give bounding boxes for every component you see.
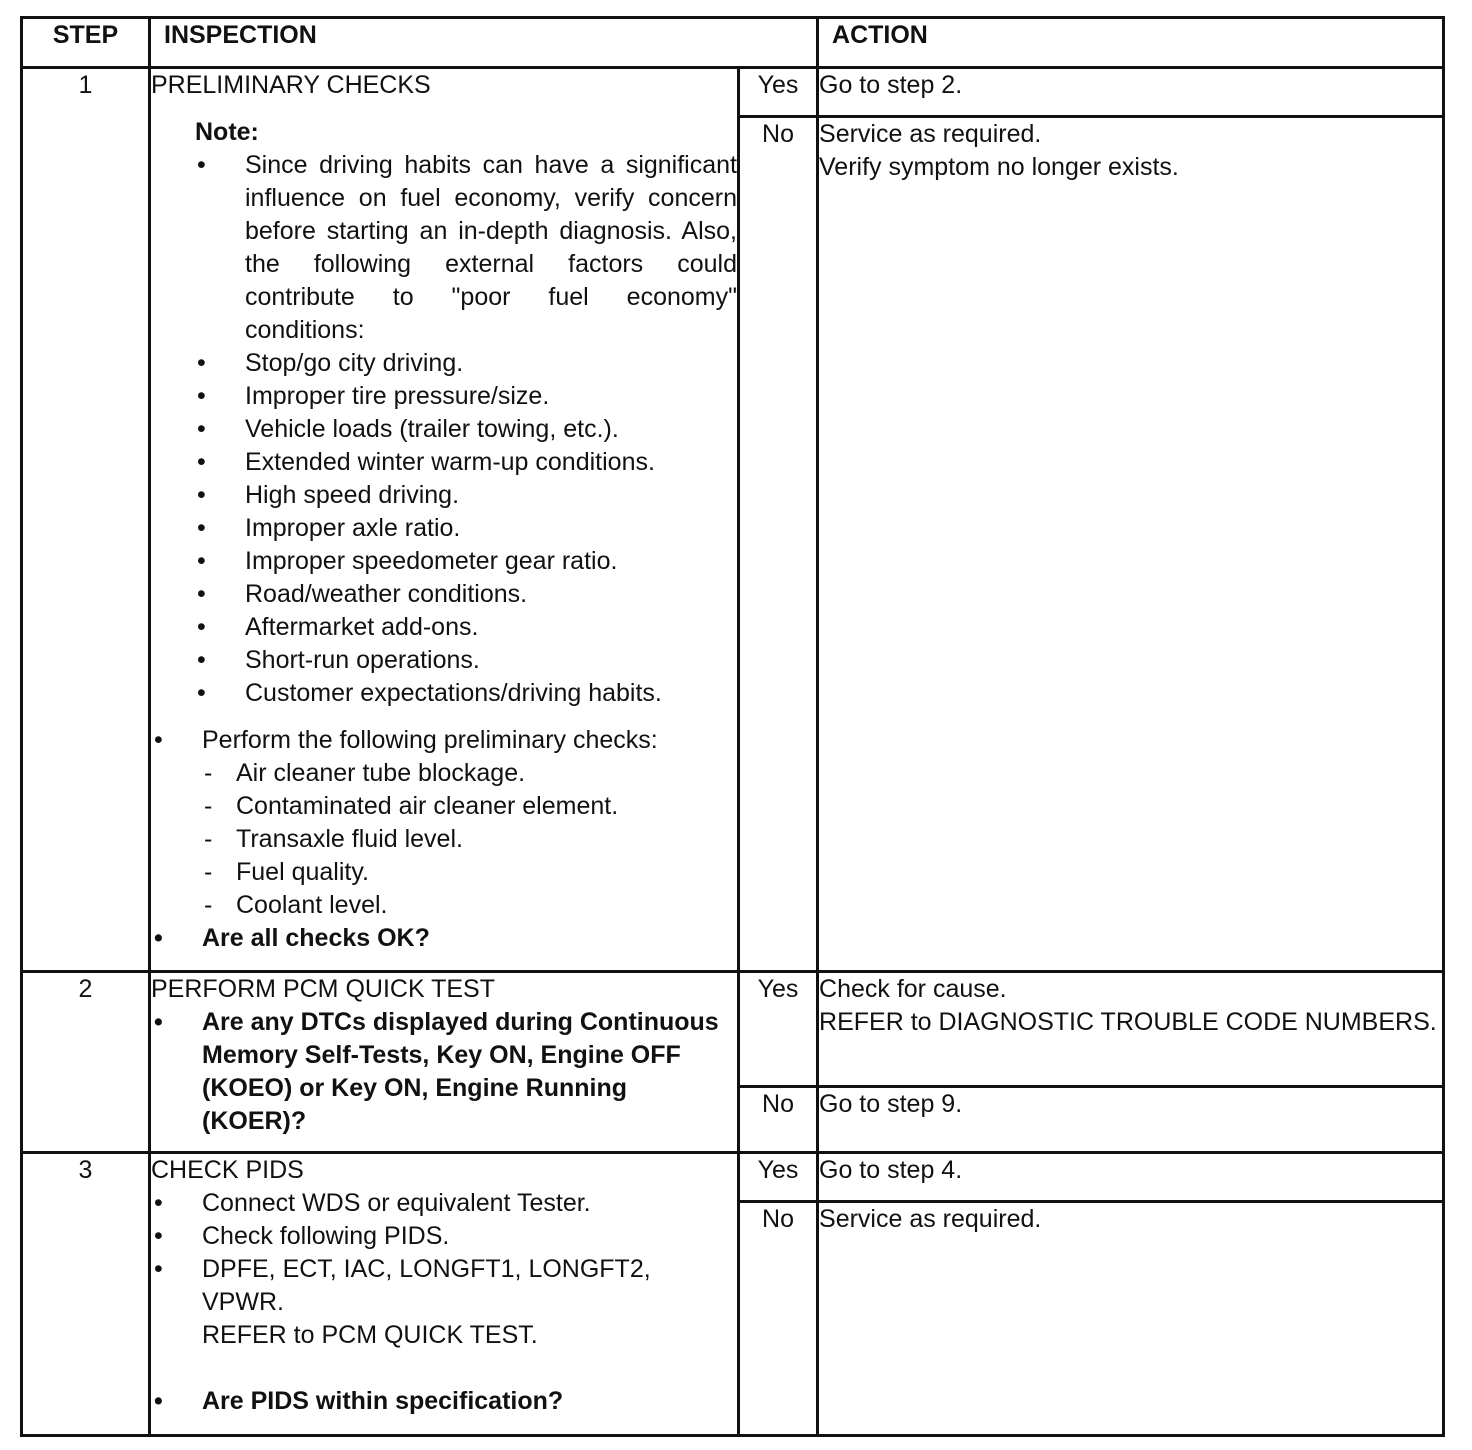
no-label: No bbox=[739, 117, 818, 972]
list-item: • Aftermarket add-ons. bbox=[151, 611, 737, 644]
header-row bbox=[22, 18, 1444, 68]
note-label: Note: bbox=[195, 118, 259, 146]
step-3-yes-row bbox=[22, 1153, 1444, 1202]
step-1-yes-row bbox=[22, 68, 1444, 117]
list-item: • Improper tire pressure/size. bbox=[151, 380, 737, 413]
no-action: Service as required. bbox=[818, 1202, 1444, 1436]
list-item: • Extended winter warm-up conditions. bbox=[151, 446, 737, 479]
list-item: • Vehicle loads (trailer towing, etc.). bbox=[151, 413, 737, 446]
list-item: • Stop/go city driving. bbox=[151, 347, 737, 380]
header-action bbox=[818, 18, 1444, 68]
list-item: • Improper axle ratio. bbox=[151, 512, 737, 545]
list-item: • High speed driving. bbox=[151, 479, 737, 512]
checks-intro-list bbox=[151, 724, 737, 757]
no-label: No bbox=[739, 1202, 818, 1436]
step-2-yes-row bbox=[22, 972, 1444, 1087]
list-item bbox=[151, 1253, 737, 1352]
header-action-label: ACTION bbox=[832, 21, 928, 49]
step-question: • Are PIDS within specification? bbox=[151, 1385, 737, 1418]
step-number: 1 bbox=[22, 68, 150, 972]
header-inspection bbox=[150, 18, 818, 68]
action-line: Check for cause. bbox=[819, 975, 1007, 1003]
step-title: PERFORM PCM QUICK TEST bbox=[151, 975, 496, 1003]
list-item: - Fuel quality. bbox=[151, 856, 737, 889]
step-question: • Are all checks OK? bbox=[151, 922, 737, 955]
list-item: - Transaxle fluid level. bbox=[151, 823, 737, 856]
diagnostic-table bbox=[20, 16, 1445, 1437]
list-item: • Check following PIDS. bbox=[151, 1220, 737, 1253]
list-item: • Customer expectations/driving habits. bbox=[151, 677, 737, 710]
yes-action: Go to step 2. bbox=[818, 68, 1444, 117]
yes-label: Yes bbox=[739, 1153, 818, 1202]
step-title: CHECK PIDS bbox=[151, 1156, 304, 1184]
list-item: • Short-run operations. bbox=[151, 644, 737, 677]
action-line: Verify symptom no longer exists. bbox=[819, 153, 1179, 181]
step-1-inspection bbox=[150, 68, 739, 972]
yes-action bbox=[818, 972, 1444, 1087]
list-item: - Contaminated air cleaner element. bbox=[151, 790, 737, 823]
yes-label: Yes bbox=[739, 972, 818, 1087]
list-item: • Since driving habits can have a significant influence on fuel economy, verify concern before starting an in-depth diagnosis. Also, the following external factors could contribute to "poor fuel economy" conditions: bbox=[151, 149, 737, 347]
step-question: • Are any DTCs displayed during Continuous Memory Self-Tests, Key ON, Engine OFF (KOEO) or Key ON, Engine Running (KOER)? bbox=[151, 1006, 737, 1138]
yes-label: Yes bbox=[739, 68, 818, 117]
yes-action: Go to step 4. bbox=[818, 1153, 1444, 1202]
action-line: REFER to DIAGNOSTIC TROUBLE CODE NUMBERS. bbox=[819, 1008, 1437, 1036]
step-title: PRELIMINARY CHECKS bbox=[151, 71, 431, 99]
no-action: Go to step 9. bbox=[818, 1087, 1444, 1153]
list-item: • Connect WDS or equivalent Tester. bbox=[151, 1187, 737, 1220]
header-inspection-label: INSPECTION bbox=[164, 21, 317, 49]
list-item: - Coolant level. bbox=[151, 889, 737, 922]
refer-text: REFER to PCM QUICK TEST. bbox=[202, 1321, 538, 1349]
action-line: Service as required. bbox=[819, 120, 1042, 148]
step-number: 3 bbox=[22, 1153, 150, 1436]
question-list bbox=[151, 1385, 737, 1418]
list-item: • Road/weather conditions. bbox=[151, 578, 737, 611]
list-item: • Improper speedometer gear ratio. bbox=[151, 545, 737, 578]
checks-list bbox=[151, 757, 737, 922]
list-item: • Perform the following preliminary checks: bbox=[151, 724, 737, 757]
no-action bbox=[818, 117, 1444, 972]
question-list bbox=[151, 1006, 737, 1138]
step-2-inspection bbox=[150, 972, 739, 1153]
note-list bbox=[151, 149, 737, 710]
question-list bbox=[151, 922, 737, 955]
no-label: No bbox=[739, 1087, 818, 1153]
step-number: 2 bbox=[22, 972, 150, 1153]
pid-check-list bbox=[151, 1187, 737, 1352]
list-item: - Air cleaner tube blockage. bbox=[151, 757, 737, 790]
header-step: STEP bbox=[22, 18, 150, 68]
step-3-inspection bbox=[150, 1153, 739, 1436]
pid-list-text: • DPFE, ECT, IAC, LONGFT1, LONGFT2, VPWR. bbox=[202, 1255, 651, 1316]
